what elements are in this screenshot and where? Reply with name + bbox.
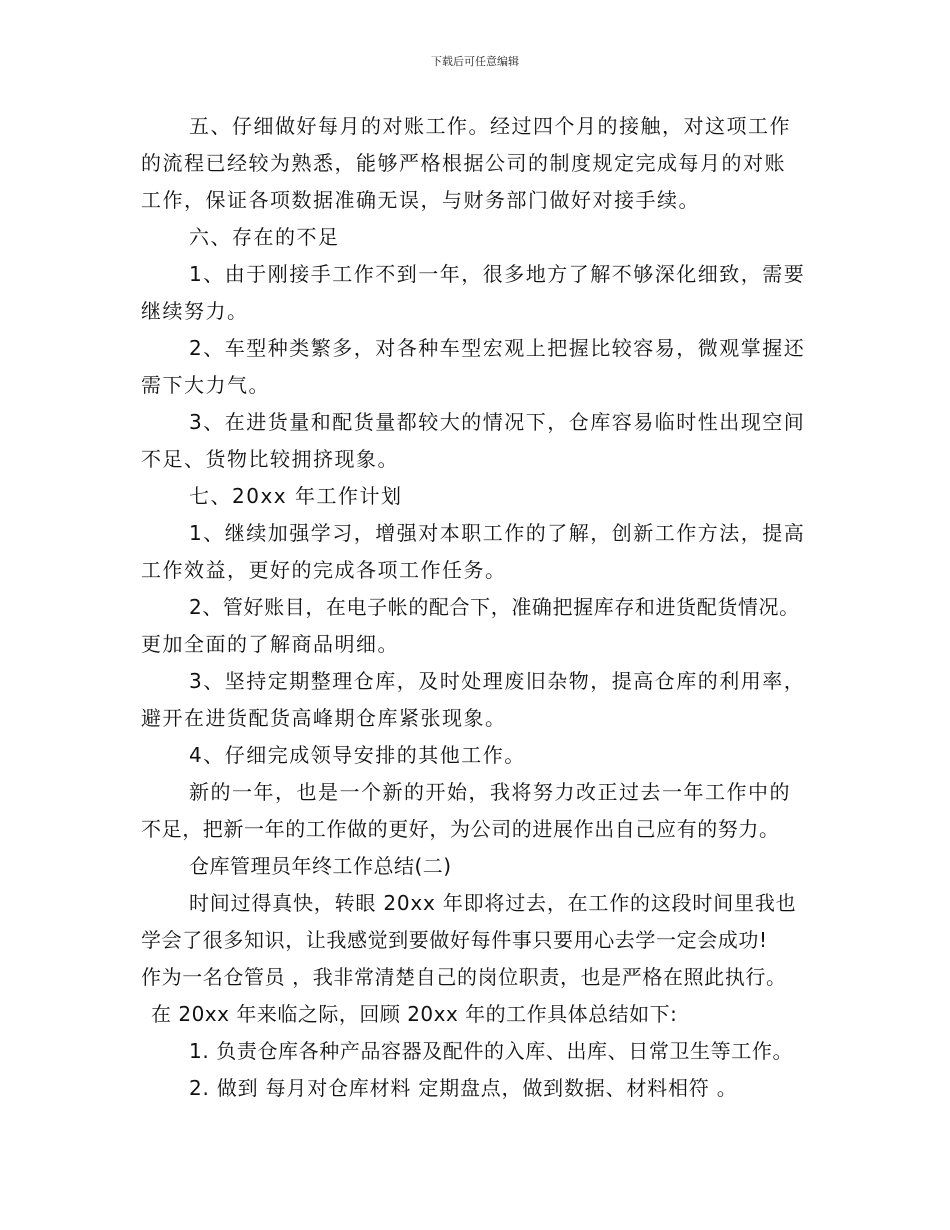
text-line: 学会了很多知识，让我感觉到要做好每件事只要用心去学一定会成功! (141, 928, 768, 952)
section-heading: 七、20xx 年工作计划 (189, 484, 403, 508)
text-line: 4、仔细完成领导安排的其他工作。 (189, 743, 526, 767)
text-line: 更加全面的了解商品明细。 (141, 632, 399, 656)
text-line: 2、车型种类繁多，对各种车型宏观上把握比较容易，微观掌握还 (189, 336, 806, 360)
text-line: 继续努力。 (141, 299, 249, 323)
text-line: 五、仔细做好每月的对账工作。经过四个月的接触，对这项工作 (189, 114, 791, 138)
text-line: 工作效益，更好的完成各项工作任务。 (141, 558, 507, 582)
text-line: 工作，保证各项数据准确无误，与财务部门做好对接手续。 (141, 188, 700, 212)
list-item: 1. 负责仓库各种产品容器及配件的入库、出库、日常卫生等工作。 (189, 1039, 794, 1063)
section-heading: 六、存在的不足 (189, 225, 340, 249)
text-line: 不足，把新一年的工作做的更好，为公司的进展作出自己应有的努力。 (141, 817, 780, 841)
text-line: 时间过得真快，转眼 20xx 年即将过去，在工作的这段时间里我也 (189, 891, 797, 915)
text-line: 在 20xx 年来临之际，回顾 20xx 年的工作具体总结如下: (151, 1002, 678, 1026)
text-line: 1、继续加强学习，增强对本职工作的了解，创新工作方法，提高 (189, 521, 806, 545)
text-line: 作为一名仓管员 ，我非常清楚自己的岗位职责，也是严格在照此执行。 (141, 965, 787, 989)
text-line: 3、坚持定期整理仓库，及时处理废旧杂物，提高仓库的利用率， (189, 669, 806, 693)
list-item: 2. 做到 每月对仓库材料 定期盘点，做到数据、材料相符 。 (189, 1076, 738, 1100)
text-line: 的流程已经较为熟悉，能够严格根据公司的制度规定完成每月的对账 (141, 151, 786, 175)
text-line: 不足、货物比较拥挤现象。 (141, 447, 399, 471)
text-line: 2、管好账目，在电子帐的配合下，准确把握库存和进货配货情况。 (189, 595, 800, 619)
text-line: 新的一年，也是一个新的开始，我将努力改正过去一年工作中的 (189, 780, 791, 804)
text-line: 3、在进货量和配货量都较大的情况下，仓库容易临时性出现空间 (189, 410, 806, 434)
text-line: 避开在进货配货高峰期仓库紧张现象。 (141, 706, 507, 730)
text-line: 需下大力气。 (141, 373, 270, 397)
text-line: 1、由于刚接手工作不到一年，很多地方了解不够深化细致，需要 (189, 262, 806, 286)
section-heading: 仓库管理员年终工作总结(二) (189, 854, 452, 878)
page-header: 下载后可任意编辑 (431, 55, 519, 68)
